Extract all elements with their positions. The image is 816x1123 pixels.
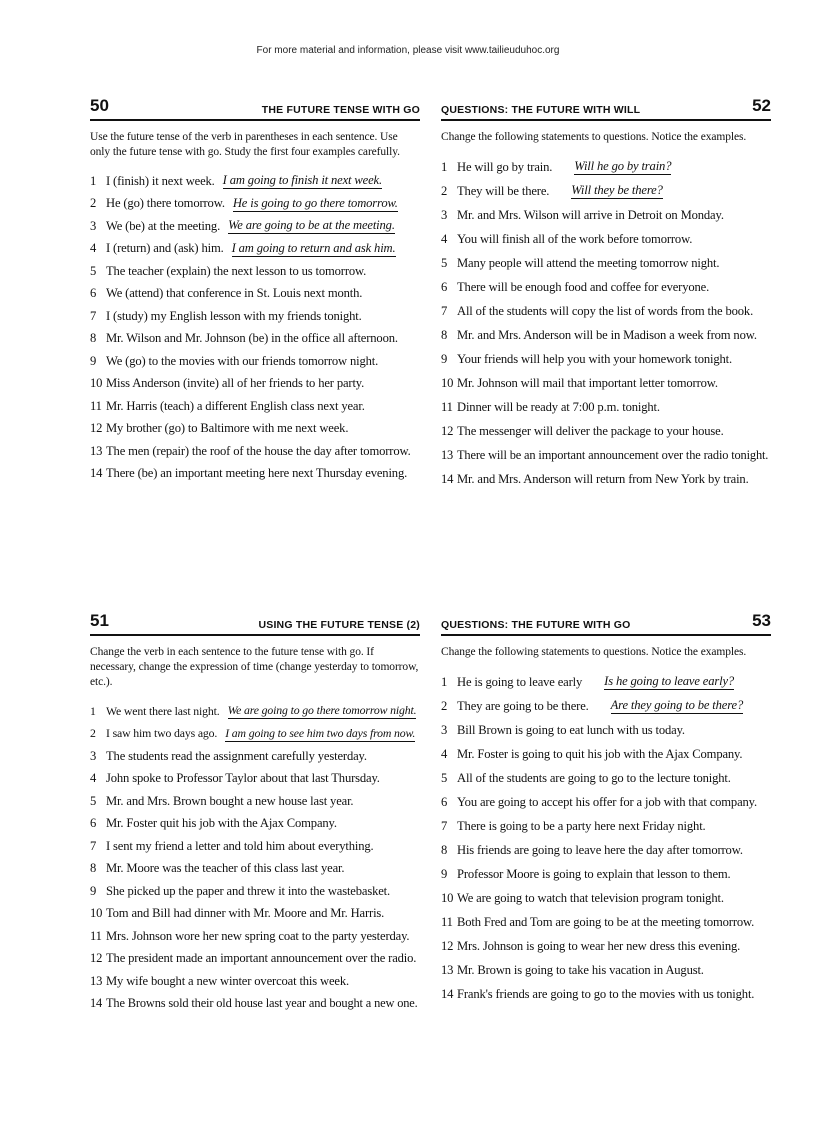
exercise-instructions: Change the following statements to questions. Notice the examples. [441, 646, 747, 658]
exercise-51 [90, 610, 420, 1015]
item-number: 9 [90, 883, 97, 898]
item-text: Many people will attend the meeting tomorrow night. [457, 255, 720, 270]
item-number: 12 [441, 423, 454, 438]
exercise-item [90, 463, 420, 486]
exercise-item [441, 419, 771, 443]
item-answer: Will he go by train? [574, 159, 672, 173]
exercise-item [90, 925, 420, 948]
exercise-item [441, 766, 771, 790]
exercise-title: QUESTIONS: THE FUTURE WITH WILL [441, 104, 641, 116]
exercise-item [90, 813, 420, 836]
item-text: The teacher (explain) the next lesson to us tomorrow. [106, 263, 367, 278]
item-text: The students read the assignment carefully yesterday. [106, 748, 367, 763]
item-text: He is going to leave early [457, 674, 583, 689]
exercise-item [441, 179, 771, 203]
item-number: 13 [441, 962, 454, 977]
item-number: 14 [441, 986, 454, 1001]
exercise-item [441, 910, 771, 934]
exercise-title: THE FUTURE TENSE WITH GO [261, 104, 420, 116]
exercise-item [441, 323, 771, 347]
item-answer: We are going to be at the meeting. [228, 218, 395, 233]
item-text: My brother (go) to Baltimore with me next week. [106, 421, 349, 436]
exercise-instructions: Change the verb in each sentence to the future tense with go. If necessary, change the expression of time (change yesterday to tomorrow, etc.). [90, 646, 419, 688]
item-text: Bill Brown is going to eat lunch with us today. [457, 722, 685, 737]
item-answer: He is going to go there tomorrow. [232, 195, 398, 210]
item-text: The men (repair) the roof of the house the day after tomorrow. [106, 443, 411, 458]
item-number: 13 [90, 443, 103, 458]
exercise-item [90, 170, 420, 193]
exercise-item [90, 835, 420, 858]
item-text: Mrs. Johnson is going to wear her new dress this evening. [457, 938, 741, 953]
item-text: I (finish) it next week. [106, 173, 215, 188]
exercise-item [441, 934, 771, 958]
item-number: 6 [441, 794, 448, 809]
exercise-item [441, 790, 771, 814]
exercise-50 [90, 95, 420, 485]
exercise-item [90, 418, 420, 441]
item-text: Frank's friends are going to go to the movies with us tonight. [457, 986, 755, 1001]
item-text: There (be) an important meeting here next Thursday evening. [106, 466, 408, 481]
item-text: They will be there. [457, 183, 550, 198]
item-text: Mr. Brown is going to take his vacation in August. [457, 962, 704, 977]
item-answer: I am going to finish it next week. [222, 173, 382, 188]
item-number: 3 [90, 218, 97, 233]
item-text: She picked up the paper and threw it into the wastebasket. [106, 883, 391, 898]
exercise-item [90, 970, 420, 993]
item-number: 2 [441, 183, 448, 198]
item-number: 8 [90, 331, 97, 346]
exercise-item [441, 718, 771, 742]
item-number: 7 [90, 838, 97, 853]
exercise-item [90, 373, 420, 396]
item-text: I (study) my English lesson with my friends tonight. [106, 308, 362, 323]
item-text: The president made an important announcement over the radio. [106, 951, 417, 966]
item-number: 8 [441, 842, 448, 857]
item-text: Mr. Foster is going to quit his job with the Ajax Company. [457, 746, 743, 761]
item-answer: We are going to go there tomorrow night. [227, 703, 417, 718]
exercise-item [441, 203, 771, 227]
exercise-item [90, 238, 420, 261]
item-number: 10 [90, 376, 103, 391]
exercise-item [90, 948, 420, 971]
item-number: 5 [441, 770, 448, 785]
item-number: 11 [441, 399, 453, 414]
item-number: 4 [90, 241, 97, 256]
item-number: 11 [90, 398, 102, 413]
item-text: Mr. and Mrs. Wilson will arrive in Detroit on Monday. [457, 207, 724, 222]
exercise-item [441, 395, 771, 419]
exercise-number: 52 [752, 96, 771, 115]
item-number: 2 [90, 726, 96, 741]
item-text: Mr. Wilson and Mr. Johnson (be) in the office all afternoon. [106, 331, 398, 346]
item-number: 12 [90, 421, 103, 436]
exercise-item [441, 251, 771, 275]
item-text: Tom and Bill had dinner with Mr. Moore and Mr. Harris. [106, 906, 385, 921]
exercise-52 [441, 95, 771, 491]
item-text: I saw him two days ago. [106, 726, 218, 741]
item-number: 10 [90, 906, 103, 921]
item-answer: Are they going to be there? [610, 698, 744, 712]
item-number: 2 [441, 698, 448, 713]
item-number: 1 [441, 159, 448, 174]
item-number: 7 [90, 308, 97, 323]
exercise-items [441, 155, 771, 491]
item-number: 6 [441, 279, 448, 294]
exercise-items [90, 700, 420, 1015]
item-number: 5 [90, 263, 97, 278]
exercise-item [90, 790, 420, 813]
exercise-item [441, 371, 771, 395]
exercise-item [90, 395, 420, 418]
exercise-item [90, 328, 420, 351]
item-number: 3 [441, 722, 448, 737]
item-number: 9 [90, 353, 97, 368]
exercise-item [441, 227, 771, 251]
item-text: Miss Anderson (invite) all of her friends to her party. [106, 376, 365, 391]
item-number: 6 [90, 816, 97, 831]
item-text: Mr. and Mrs. Brown bought a new house last year. [106, 793, 354, 808]
item-text: We went there last night. [106, 703, 220, 718]
exercise-item [441, 155, 771, 179]
exercise-number: 51 [90, 611, 109, 630]
item-text: Mr. and Mrs. Anderson will be in Madison a week from now. [457, 327, 757, 342]
header-note: For more material and information, please visit www.tailieuduhoc.org [256, 45, 560, 56]
item-number: 4 [441, 231, 448, 246]
item-number: 11 [90, 928, 102, 943]
item-text: I (return) and (ask) him. [106, 241, 224, 256]
exercise-item [441, 958, 771, 982]
item-text: Your friends will help you with your homework tonight. [457, 351, 733, 366]
item-answer: Is he going to leave early? [604, 674, 735, 688]
exercise-item [90, 993, 420, 1016]
exercise-53 [441, 610, 771, 1006]
item-number: 12 [441, 938, 454, 953]
item-text: I sent my friend a letter and told him about everything. [106, 838, 374, 853]
exercise-item [441, 982, 771, 1006]
exercise-item [90, 745, 420, 768]
item-number: 10 [441, 375, 454, 390]
item-number: 5 [441, 255, 448, 270]
item-number: 11 [441, 914, 453, 929]
item-number: 9 [441, 866, 448, 881]
item-number: 1 [90, 703, 96, 718]
exercise-item [90, 723, 420, 746]
item-number: 8 [441, 327, 448, 342]
item-number: 9 [441, 351, 448, 366]
exercise-item [90, 215, 420, 238]
exercise-header [441, 610, 771, 636]
item-text: His friends are going to leave here the day after tomorrow. [457, 842, 743, 857]
item-number: 8 [90, 861, 97, 876]
item-text: Mr. Foster quit his job with the Ajax Company. [106, 816, 337, 831]
exercise-item [441, 742, 771, 766]
item-text: Dinner will be ready at 7:00 p.m. tonight. [457, 399, 660, 414]
exercise-item [441, 275, 771, 299]
item-text: We (attend) that conference in St. Louis next month. [106, 286, 363, 301]
exercise-header [90, 610, 420, 636]
item-text: There is going to be a party here next Friday night. [457, 818, 706, 833]
item-answer: I am going to see him two days from now. [225, 725, 416, 740]
exercise-items [90, 170, 420, 485]
item-text: John spoke to Professor Taylor about that last Thursday. [106, 771, 380, 786]
item-number: 5 [90, 793, 97, 808]
item-number: 13 [441, 447, 454, 462]
item-text: You are going to accept his offer for a job with that company. [457, 794, 757, 809]
exercise-item [90, 880, 420, 903]
exercise-number: 50 [90, 96, 109, 115]
item-number: 13 [90, 973, 103, 988]
exercise-item [90, 193, 420, 216]
item-number: 10 [441, 890, 454, 905]
exercise-item [441, 862, 771, 886]
exercise-item [441, 670, 771, 694]
item-number: 14 [441, 471, 454, 486]
exercise-title: QUESTIONS: THE FUTURE WITH GO [441, 619, 631, 631]
item-text: We are going to watch that television program tonight. [457, 890, 724, 905]
item-number: 12 [90, 951, 103, 966]
item-text: There will be an important announcement over the radio tonight. [457, 447, 769, 462]
item-number: 3 [441, 207, 448, 222]
exercise-item [90, 260, 420, 283]
item-text: Mr. Moore was the teacher of this class last year. [106, 861, 345, 876]
exercise-items [441, 670, 771, 1006]
exercise-instructions: Use the future tense of the verb in parentheses in each sentence. Use only the future tense with go. Study the first four examples carefully. [90, 131, 400, 158]
item-text: The Browns sold their old house last year and bought a new one. [106, 996, 418, 1011]
exercise-item [90, 305, 420, 328]
exercise-item [441, 814, 771, 838]
item-text: Professor Moore is going to explain that lesson to them. [457, 866, 731, 881]
item-answer: Will they be there? [571, 183, 663, 197]
exercise-instructions: Change the following statements to questions. Notice the examples. [441, 131, 747, 143]
item-text: Mr. Johnson will mail that important letter tomorrow. [457, 375, 718, 390]
item-text: Mrs. Johnson wore her new spring coat to the party yesterday. [106, 928, 410, 943]
item-text: All of the students will copy the list of words from the book. [457, 303, 754, 318]
item-text: He will go by train. [457, 159, 553, 174]
item-text: The messenger will deliver the package to your house. [457, 423, 724, 438]
item-text: My wife bought a new winter overcoat this week. [106, 973, 350, 988]
exercise-item [90, 768, 420, 791]
exercise-header [90, 95, 420, 121]
item-answer: I am going to return and ask him. [231, 240, 396, 255]
item-number: 14 [90, 996, 103, 1011]
item-number: 6 [90, 286, 97, 301]
item-number: 1 [441, 674, 448, 689]
exercise-number: 53 [752, 611, 771, 630]
exercise-item [441, 838, 771, 862]
exercise-item [441, 886, 771, 910]
item-text: Mr. Harris (teach) a different English class next year. [106, 398, 365, 413]
item-text: We (go) to the movies with our friends tomorrow night. [106, 353, 379, 368]
item-text: Both Fred and Tom are going to be at the meeting tomorrow. [457, 914, 755, 929]
item-number: 4 [441, 746, 448, 761]
item-number: 2 [90, 196, 97, 211]
exercise-item [90, 283, 420, 306]
exercise-item [441, 443, 771, 467]
item-text: Mr. and Mrs. Anderson will return from New York by train. [457, 471, 749, 486]
item-text: There will be enough food and coffee for everyone. [457, 279, 710, 294]
exercise-item [90, 440, 420, 463]
exercise-title: USING THE FUTURE TENSE (2) [258, 619, 420, 631]
item-number: 1 [90, 173, 97, 188]
exercise-item [90, 858, 420, 881]
item-number: 14 [90, 466, 103, 481]
item-text: He (go) there tomorrow. [106, 196, 225, 211]
exercise-item [90, 350, 420, 373]
item-number: 4 [90, 771, 97, 786]
exercise-item [441, 694, 771, 718]
exercise-item [441, 347, 771, 371]
item-text: They are going to be there. [457, 698, 589, 713]
exercise-item [441, 299, 771, 323]
exercise-header [441, 95, 771, 121]
item-text: All of the students are going to go to the lecture tonight. [457, 770, 731, 785]
item-number: 7 [441, 303, 448, 318]
item-number: 7 [441, 818, 448, 833]
item-text: We (be) at the meeting. [106, 218, 221, 233]
item-number: 3 [90, 748, 97, 763]
exercise-item [90, 700, 420, 723]
exercise-item [441, 467, 771, 491]
item-text: You will finish all of the work before tomorrow. [457, 231, 693, 246]
exercise-item [90, 903, 420, 926]
